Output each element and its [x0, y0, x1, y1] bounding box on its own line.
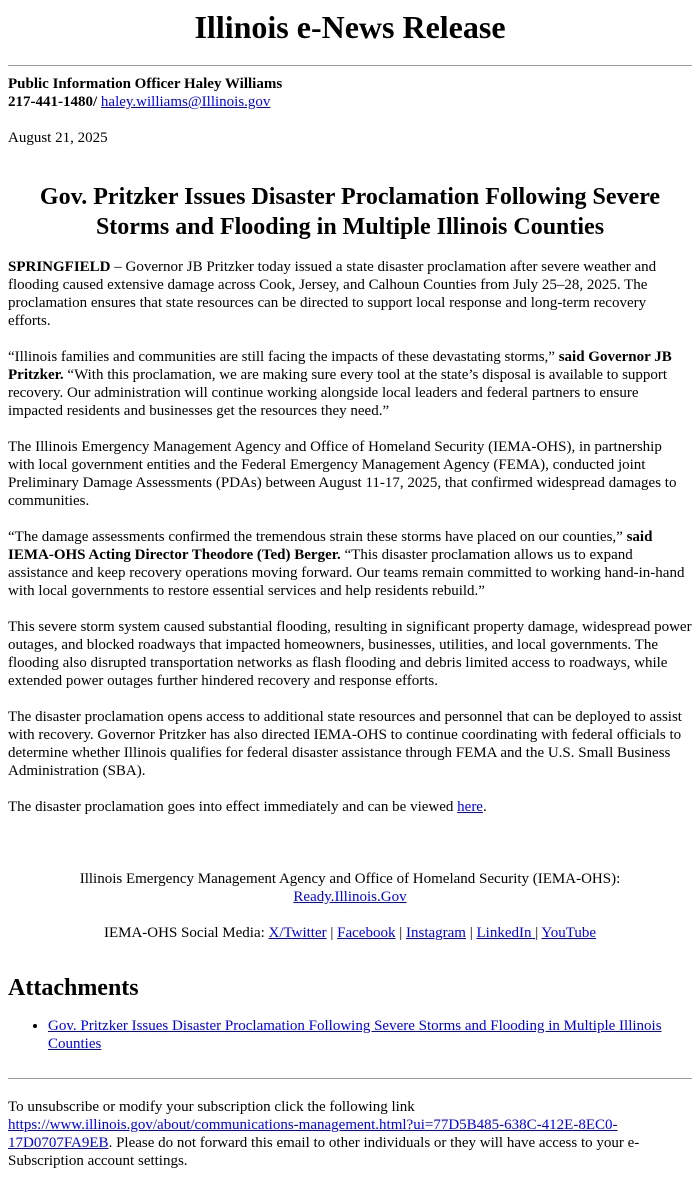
social-link-youtube[interactable]: YouTube — [541, 925, 597, 941]
release-date: August 21, 2025 — [8, 130, 108, 146]
body-paragraph-2 — [8, 348, 692, 420]
agency-block — [8, 870, 692, 906]
body-paragraph-3: The Illinois Emergency Management Agency and Office of Homeland Security (IEMA-OHS), in partnership with local government entities and the Federal Emergency Management Agency (FEMA), conducted joint Preliminary Damage Assessments (PDAs) between August 11-17, 2025, that confirmed widespread damages to communities. — [8, 439, 677, 509]
attachments-heading: Attachments — [8, 975, 139, 1001]
paragraph-1-text: – Governor JB Pritzker today issued a state disaster proclamation after severe weather and flooding caused extensive damage across Cook, Jersey, and Calhoun Counties from July 25–28, 2025. The proclamation ensures that state resources can be directed to support local response and long-term recovery efforts. — [8, 259, 657, 329]
governor-quote-opening: “Illinois families and communities are still facing the impacts of these devastating storms,” — [8, 349, 559, 365]
top-divider — [8, 65, 692, 66]
paragraph-7-end: . — [482, 799, 487, 815]
contact-officer: Public Information Officer Haley Williams — [8, 76, 283, 92]
social-link-twitter[interactable]: X/Twitter — [268, 925, 327, 941]
proclamation-link[interactable]: here — [457, 799, 483, 815]
body-paragraph-7 — [8, 798, 692, 816]
social-media-label: IEMA-OHS Social Media: — [103, 925, 269, 941]
unsubscribe-notice — [8, 1098, 692, 1170]
governor-quote-continued: “With this proclamation, we are making sure every tool at the state’s disposal is available to support recovery. Our administration will continue working alongside local leaders and federal partners to ensure impacted residents and businesses get the resources they need.” — [8, 367, 668, 419]
forwarding-warning: . Please do not forward this email to other individuals or they will have access to your e-Subscription account settings. — [8, 1135, 640, 1169]
social-separator: | — [395, 925, 406, 941]
social-link-facebook[interactable]: Facebook — [337, 925, 396, 941]
social-media-line — [8, 924, 692, 942]
director-quote-continued: “This disaster proclamation allows us to expand assistance and keep recovery operations moving forward. Our teams remain committed to working hand-in-hand with local governments to restore essential services and help residents rebuild.” — [8, 547, 685, 599]
agency-website-link[interactable]: Ready.Illinois.Gov — [293, 889, 407, 905]
contact-email-link[interactable]: haley.williams@Illinois.gov — [100, 94, 271, 110]
dateline: SPRINGFIELD — [8, 259, 111, 275]
unsubscribe-link[interactable]: https://www.illinois.gov/about/communications-management.html?ui=77D5B485-638C-412E-8EC0-17D0707FA9EB — [8, 1117, 618, 1151]
director-attribution: said IEMA-OHS Acting Director Theodore (Ted) Berger. — [8, 529, 653, 563]
director-quote-opening: “The damage assessments confirmed the tremendous strain these storms have placed on our counties,” — [8, 529, 627, 545]
unsubscribe-text: To unsubscribe or modify your subscription click the following link — [8, 1099, 415, 1115]
agency-name: Illinois Emergency Management Agency and Office of Homeland Security (IEMA-OHS): — [79, 871, 621, 887]
body-paragraph-4 — [8, 528, 692, 600]
release-title: Gov. Pritzker Issues Disaster Proclamation Following Severe Storms and Flooding in Multiple Illinois Counties — [39, 184, 661, 240]
social-separator: | — [465, 925, 477, 941]
body-paragraph-1 — [8, 258, 692, 330]
social-separator: | — [326, 925, 338, 941]
newsletter-title: Illinois e-News Release — [194, 9, 506, 45]
contact-phone: 217-441-1480/ — [8, 94, 98, 110]
bottom-divider — [8, 1078, 692, 1079]
social-link-linkedin[interactable]: LinkedIn — [476, 925, 536, 941]
governor-attribution: said Governor JB Pritzker. — [8, 349, 672, 383]
attachment-item — [48, 1017, 692, 1053]
contact-block — [8, 75, 692, 111]
attachments-list — [8, 1017, 692, 1053]
body-paragraph-5: This severe storm system caused substantial flooding, resulting in significant property damage, widespread power outages, and blocked roadways that impacted homeowners, businesses, utilities, and local governments. The flooding also disrupted transportation networks as flash flooding and debris limited access to roadways, while extended power outages further hindered recovery and response efforts. — [8, 619, 692, 689]
social-separator: | — [535, 925, 542, 941]
body-paragraph-6: The disaster proclamation opens access to additional state resources and personnel that can be deployed to assist with recovery. Governor Pritzker has also directed IEMA-OHS to continue coordinating with federal officials to determine whether Illinois qualifies for federal disaster assistance through FEMA and the U.S. Small Business Administration (SBA). — [8, 709, 682, 779]
social-link-instagram[interactable]: Instagram — [405, 925, 466, 941]
attachment-link[interactable]: Gov. Pritzker Issues Disaster Proclamation Following Severe Storms and Flooding in Multiple Illinois Counties — [48, 1018, 662, 1052]
paragraph-7-text: The disaster proclamation goes into effect immediately and can be viewed — [8, 799, 458, 815]
contact-line — [8, 93, 692, 111]
